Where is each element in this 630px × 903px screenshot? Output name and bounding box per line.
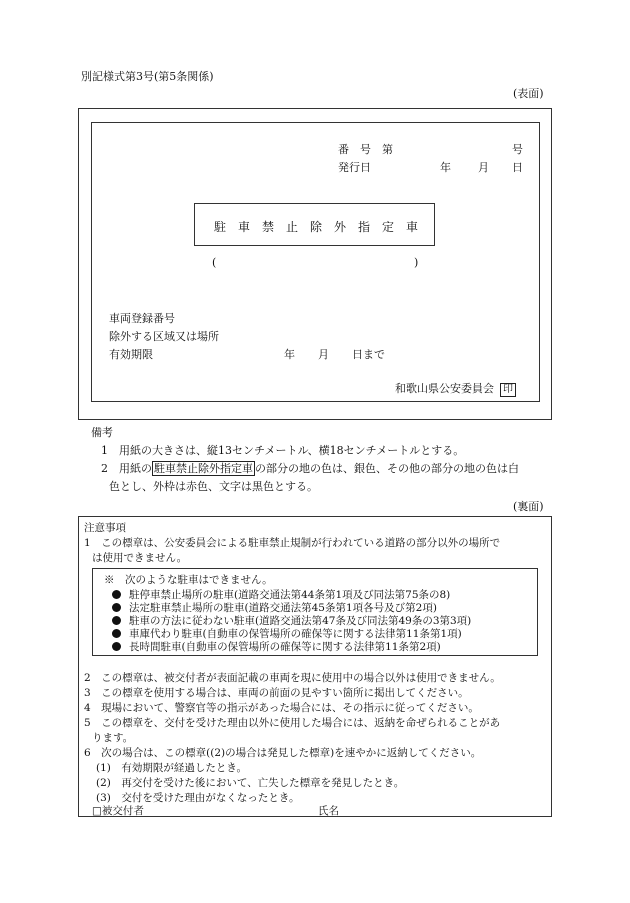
validity-month: 月 (318, 348, 329, 361)
seal-mark: 印 (500, 383, 516, 397)
name-label: 氏名 (318, 805, 339, 817)
paren-open: ( (212, 256, 217, 269)
note-4: 4 現場において、警察官等の指示があった場合には、その指示に従ってください。 (84, 702, 479, 714)
note-6-item-3: (3) 交付を受けた理由がなくなったとき。 (96, 792, 300, 804)
issuer-line (395, 380, 516, 397)
note-6-item-2: (2) 再交付を受けた後において、亡失した標章を発見したとき。 (96, 777, 405, 789)
bullet-icon (112, 603, 121, 612)
form-reference: 別記様式第3号(第5条関係) (81, 70, 214, 83)
bullet-icon (112, 629, 121, 638)
number-label: 番 号 第 (338, 143, 393, 156)
note-5-line-1: 5 この標章を、交付を受けた理由以外に使用した場合には、返納を命ぜられることがあ (84, 717, 501, 729)
remark-2-prefix: 2 用紙の (101, 462, 152, 475)
remark-2-boxed-term: 駐車禁止除外指定車 (154, 462, 253, 475)
note-1-line-2: は使用できません。 (92, 552, 188, 564)
recipient-label: □被交付者 (92, 805, 144, 817)
paren-close: ) (414, 256, 419, 269)
notes-heading: 注意事項 (84, 522, 126, 534)
front-side-label: (表面) (513, 87, 544, 100)
validity-year: 年 (284, 348, 295, 361)
remark-2-suffix: の部分の地の色は、銀色、その他の部分の地の色は白 (255, 462, 519, 475)
front-inner-frame (91, 122, 540, 402)
note-1-line-1: 1 この標章は、公安委員会による駐車禁止規制が行われている道路の部分以外の場所で (84, 537, 501, 549)
note-6-item-1: (1) 有効期限が経過したとき。 (96, 762, 247, 774)
permit-title: 駐 車 禁 止 除 外 指 定 車 (214, 220, 419, 234)
remark-1: 1 用紙の大きさは、縦13センチメートル、横18センチメートルとする。 (101, 444, 465, 457)
issue-year: 年 (440, 161, 451, 174)
remark-2-continuation: 色とし、外枠は赤色、文字は黒色とする。 (109, 480, 318, 493)
issue-day: 日 (512, 161, 523, 174)
note-6: 6 次の場合は、この標章((2)の場合は発見した標章)を速やかに返納してください。 (84, 747, 482, 759)
issue-month: 月 (478, 161, 489, 174)
prohibition-text: 駐車の方法に従わない駐車(道路交通法第47条及び同法第49条の3第3項) (129, 615, 472, 627)
prohibition-bullet-5 (112, 639, 441, 654)
issuer-name: 和歌山県公安委員会 (395, 382, 494, 395)
issue-date-label: 発行日 (338, 161, 371, 174)
prohibition-text: 法定駐車禁止場所の駐車(道路交通法第45条第1項各号及び第2項) (129, 602, 437, 614)
bullet-icon (112, 616, 121, 625)
exempt-area-label: 除外する区域又は場所 (109, 330, 219, 343)
bullet-icon (112, 642, 121, 651)
note-5-line-2: ります。 (92, 732, 134, 744)
prohibition-text: 車庫代わり駐車(自動車の保管場所の確保等に関する法律第11条第1項) (129, 628, 462, 640)
remark-2 (101, 460, 519, 476)
back-side-label: (裏面) (513, 500, 544, 513)
vehicle-registration-label: 車両登録番号 (109, 312, 175, 325)
bullet-icon (112, 590, 121, 599)
prohibition-text: 長時間駐車(自動車の保管場所の確保等に関する法律第11条第2項) (129, 641, 441, 653)
note-2: 2 この標章は、被交付者が表面記載の車両を現に使用中の場合以外は使用できません。 (84, 672, 501, 684)
validity-label: 有効期限 (109, 348, 153, 361)
number-suffix: 号 (512, 143, 523, 156)
validity-until: 日まで (352, 348, 385, 361)
remarks-heading: 備考 (91, 426, 113, 439)
prohibition-heading: ※ 次のような駐車はできません。 (104, 574, 273, 586)
note-3: 3 この標章を使用する場合は、車両の前面の見やすい箇所に掲出してください。 (84, 687, 469, 699)
prohibition-text: 駐停車禁止場所の駐車(道路交通法第44条第1項及び同法第75条の8) (129, 589, 451, 601)
